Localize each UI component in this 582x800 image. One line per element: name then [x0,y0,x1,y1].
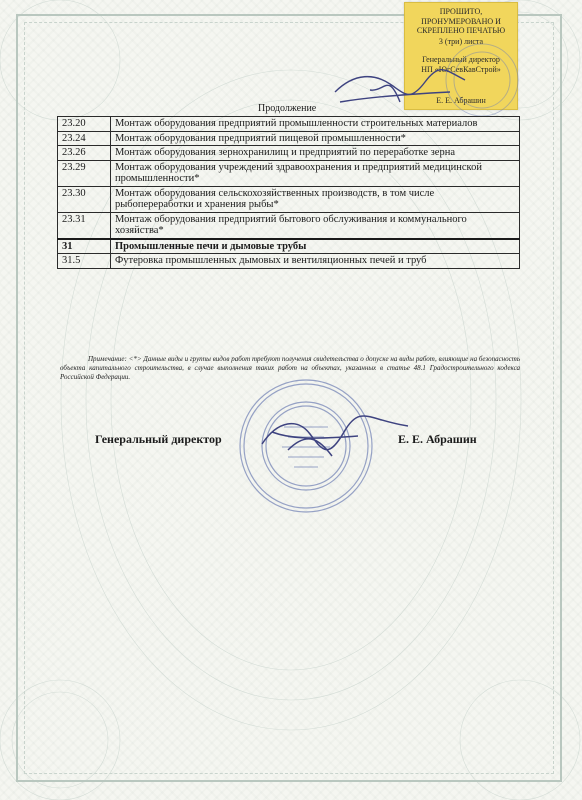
row-code: 23.26 [58,146,111,161]
table-row [58,146,520,161]
label-pages: 3 (три) листа [438,36,484,46]
row-text: Монтаж оборудования сельскохозяйственных производств, в том числе рыбопереработки и хранения рыбы* [111,186,520,212]
signature-main-icon [258,410,418,470]
label-line-2: ПРОНУМЕРОВАНО И [421,16,501,26]
row-text: Монтаж оборудования предприятий бытового обслуживания и коммунального хозяйства* [111,212,520,239]
row-text: Монтаж оборудования зернохранилищ и предприятий по переработке зерна [111,146,520,161]
table-row [58,117,520,132]
label-position: Генеральный директор [422,55,500,64]
table-row [58,131,520,146]
row-code: 23.30 [58,186,111,212]
signatory-title: Генеральный директор [95,432,222,446]
continuation-label: Продолжение [258,103,317,114]
row-code: 31.5 [58,254,111,269]
label-line-3: СКРЕПЛЕНО ПЕЧАТЬЮ [416,26,506,35]
label-line-1: ПРОШИТО, [439,7,483,16]
label-org: НП «ЮгСевКавСтрой» [421,64,501,74]
table-row [58,212,520,239]
row-text: Монтаж оборудования предприятий промышленности строительных материалов [111,117,520,132]
label-name: Е. Е. Абрашин [436,96,486,105]
row-text: Монтаж оборудования предприятий пищевой промышленности* [111,131,520,146]
table-row [58,254,520,269]
signature-top-icon [330,62,470,122]
signatory-name: Е. Е. Абрашин [398,432,477,446]
works-table [57,116,520,269]
row-text: Промышленные печи и дымовые трубы [111,239,520,254]
row-text: Монтаж оборудования учреждений здравоохранения и предприятий медицинской промышленности* [111,160,520,186]
row-code: 23.31 [58,212,111,239]
row-code: 23.24 [58,131,111,146]
row-code: 31 [58,239,111,254]
row-code: 23.29 [58,160,111,186]
row-code: 23.20 [58,117,111,132]
footnote: Примечание: <*> Данные виды и группы видов работ требуют получения свидетельства о допуске на виды работ, влияющие на безопасность объекта капитального строительства, в случае выполнения таких работ на объектах, указанных в статье 48.1 Градостроительного кодекса Российской Федерации. [60,355,520,381]
table-row [58,239,520,254]
table-row [58,160,520,186]
row-text: Футеровка промышленных дымовых и вентиляционных печей и труб [111,254,520,269]
table-row [58,186,520,212]
